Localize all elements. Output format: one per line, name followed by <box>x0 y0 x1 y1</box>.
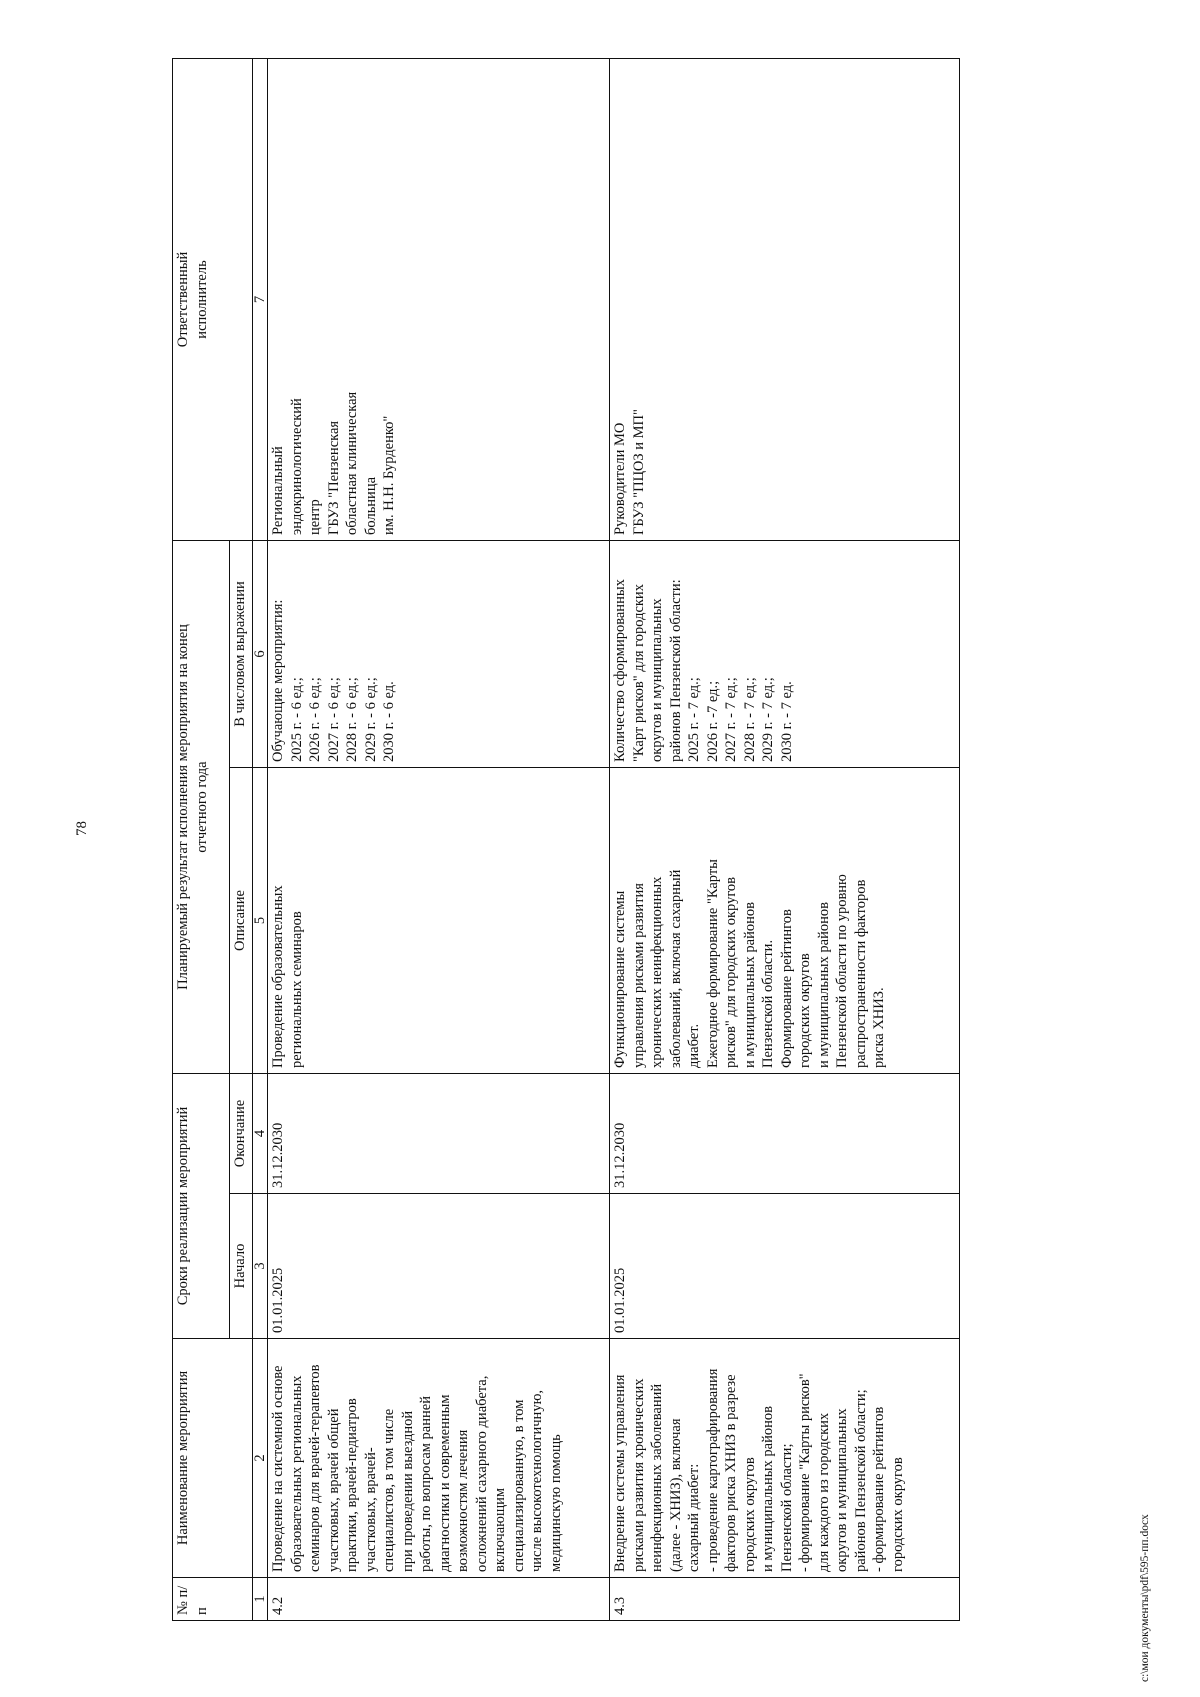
row-name-line: для каждого из городских <box>815 1412 832 1572</box>
row-name-line: осложнений сахарного диабета, <box>473 1375 490 1572</box>
row-name-line: работы, по вопросам ранней <box>418 1396 434 1572</box>
header-num: № п/п <box>173 1578 253 1621</box>
row-name-line: Внедрение системы управления <box>612 1374 628 1572</box>
header-description: Описание <box>230 768 253 1074</box>
row-name-line: диагностики и современным <box>436 1394 453 1572</box>
row-name-line: факторов риска ХНИЗ в разрезе <box>723 1374 739 1572</box>
row-description-line: диабет. <box>686 1023 702 1068</box>
column-number: 2 <box>253 1339 268 1578</box>
row-responsible-line: Региональный <box>270 446 286 535</box>
row-start-date: 01.01.2025 <box>268 1194 610 1339</box>
row-responsible-line: областная клиническая <box>344 391 360 535</box>
column-number: 4 <box>253 1074 268 1194</box>
column-number: 3 <box>253 1194 268 1339</box>
row-name-line: специалистов, в том числе <box>381 1408 397 1572</box>
row-name-line: и муниципальных районов <box>760 1406 776 1572</box>
row-numeric-line: 2029 г. - 6 ед.; <box>362 677 379 762</box>
row-numeric-line: 2026 г. - 6 ед.; <box>307 677 323 762</box>
row-description-line: Функционирование системы <box>612 890 628 1068</box>
row-name-line: неинфекционных заболеваний <box>649 1383 665 1572</box>
row-name-line: округов и муниципальных <box>834 1408 850 1572</box>
row-num: 4.3 <box>610 1578 960 1621</box>
row-name-line: Пензенской области; <box>778 1443 795 1572</box>
row-name-line: рисками развития хронических <box>630 1378 647 1572</box>
row-responsible <box>268 58 610 540</box>
row-end-date: 31.12.2030 <box>268 1074 610 1194</box>
row-description-line: Ежегодное формирование "Карты <box>704 859 721 1068</box>
row-description <box>610 768 960 1074</box>
row-description-line: Пензенской области по уровню <box>834 874 850 1068</box>
row-responsible-line: ГБУЗ "Пензенская <box>325 420 342 535</box>
row-responsible-line: больница <box>362 476 379 535</box>
row-numeric-line: 2027 г. - 7 ед.; <box>723 677 739 762</box>
row-description-line: Проведение образовательных <box>270 885 286 1068</box>
row-numeric <box>268 540 610 767</box>
row-numeric <box>610 540 960 767</box>
row-name <box>610 1339 960 1578</box>
row-description-line: распространенности факторов <box>852 879 869 1068</box>
rotated-table-container <box>172 59 1018 1621</box>
row-end-date: 31.12.2030 <box>610 1074 960 1194</box>
row-name-line: - формирование "Карты рисков" <box>797 1373 813 1572</box>
row-description-line: хронических неинфекционных <box>649 876 665 1068</box>
row-numeric-line: районов Пензенской области: <box>667 579 684 762</box>
row-description-line: Формирование рейтингов <box>778 909 795 1068</box>
row-name-line: специализированную, в том <box>510 1399 527 1572</box>
row-numeric-line: Обучающие мероприятия: <box>270 599 286 762</box>
row-numeric-line: 2030 г. - 7 ед. <box>778 681 795 762</box>
page-number: 78 <box>74 821 90 836</box>
row-numeric-line: Количество сформированных <box>612 579 628 762</box>
row-name-line: - формирование рейтингов <box>871 1406 887 1572</box>
row-numeric-line: 2025 г. - 6 ед.; <box>288 677 305 762</box>
row-name-line: сахарный диабет: <box>686 1463 702 1572</box>
row-description-line: управления рисками развития <box>630 883 647 1068</box>
header-result <box>173 540 230 1073</box>
header-responsible <box>173 58 253 540</box>
header-end: Окончание <box>230 1074 253 1194</box>
header-start: Начало <box>230 1194 253 1339</box>
row-description-line: городских округов <box>797 953 813 1068</box>
row-numeric-line: 2028 г. - 7 ед.; <box>741 677 758 762</box>
row-description-line: рисков" для городских округов <box>723 877 739 1068</box>
row-name-line: районов Пензенской области; <box>852 1389 869 1572</box>
row-name-line: медицинскую помощь <box>547 1434 564 1572</box>
row-name-line: практики, врачей-педиатров <box>344 1398 360 1572</box>
row-name-line: городских округов <box>889 1457 906 1572</box>
header-result-line: Планируемый результат исполнения мероприятия на конец <box>175 624 191 990</box>
row-start-date: 01.01.2025 <box>610 1194 960 1339</box>
row-responsible-line: им. Н.Н. Бурденко" <box>381 415 397 535</box>
row-description <box>268 768 610 1074</box>
header-row-1 <box>173 58 230 1620</box>
row-numeric-line: "Карт рисков" для городских <box>630 584 647 762</box>
row-responsible-line: центр <box>307 499 323 535</box>
header-responsible-line: Ответственный <box>175 251 191 348</box>
row-name-line: городских округов <box>741 1457 758 1572</box>
row-num: 4.2 <box>268 1578 610 1621</box>
row-name-line: участковых, врачей- <box>362 1447 379 1572</box>
row-name-line: при проведении выездной <box>399 1410 416 1572</box>
row-responsible <box>610 58 960 540</box>
header-terms: Сроки реализации мероприятий <box>173 1074 230 1339</box>
table-row <box>610 58 960 1620</box>
column-number: 1 <box>253 1578 268 1621</box>
header-result-line: отчетного года <box>193 761 210 853</box>
column-number: 7 <box>253 58 268 540</box>
row-numeric-line: 2029 г. - 7 ед.; <box>760 677 776 762</box>
row-numeric-line: 2030 г. - 6 ед. <box>381 681 397 762</box>
header-responsible-line: исполнитель <box>193 260 210 339</box>
row-name-line: возможностям лечения <box>455 1429 471 1572</box>
row-responsible-line: Руководители МО <box>612 422 628 535</box>
activities-table <box>172 58 960 1621</box>
row-numeric-line: округов и муниципальных <box>649 598 665 762</box>
row-description-line: риска ХНИЗ. <box>871 987 887 1068</box>
row-name-line: Проведение на системной основе <box>270 1365 286 1572</box>
row-name-line: образовательных региональных <box>288 1375 305 1572</box>
row-name-line: (далее - ХНИЗ), включая <box>667 1418 684 1572</box>
header-name: Наименование мероприятия <box>173 1339 253 1578</box>
column-number-row <box>253 58 268 1620</box>
row-numeric-line: 2027 г. - 6 ед.; <box>325 677 342 762</box>
row-name-line: числе высокотехнологичную, <box>529 1389 545 1572</box>
row-name-line: семинаров для врачей-терапевтов <box>307 1364 323 1572</box>
footer-file-path: c:\мои документы\pdf\595-пп.docx <box>1139 1514 1151 1682</box>
row-numeric-line: 2028 г. - 6 ед.; <box>344 677 360 762</box>
column-number: 6 <box>253 540 268 767</box>
table-row <box>268 58 610 1620</box>
row-numeric-line: 2026 г. -7 ед.; <box>704 680 721 762</box>
row-responsible-line: эндокринологический <box>288 398 305 535</box>
row-description-line: и муниципальных районов <box>741 902 758 1068</box>
row-responsible-line: ГБУЗ "ПЦОЗ и МП" <box>630 409 647 535</box>
row-name-line: - проведение картографирования <box>704 1368 721 1572</box>
row-name-line: включающим <box>492 1487 508 1572</box>
row-numeric-line: 2025 г. - 7 ед.; <box>686 677 702 762</box>
header-numeric: В числовом выражении <box>230 540 253 767</box>
row-name-line: участковых, врачей общей <box>325 1408 342 1572</box>
row-description-line: заболеваний, включая сахарный <box>667 869 684 1068</box>
column-number: 5 <box>253 768 268 1074</box>
row-description-line: Пензенской области. <box>760 939 776 1068</box>
row-description-line: региональных семинаров <box>288 911 305 1068</box>
row-description-line: и муниципальных районов <box>815 902 832 1068</box>
row-name <box>268 1339 610 1578</box>
